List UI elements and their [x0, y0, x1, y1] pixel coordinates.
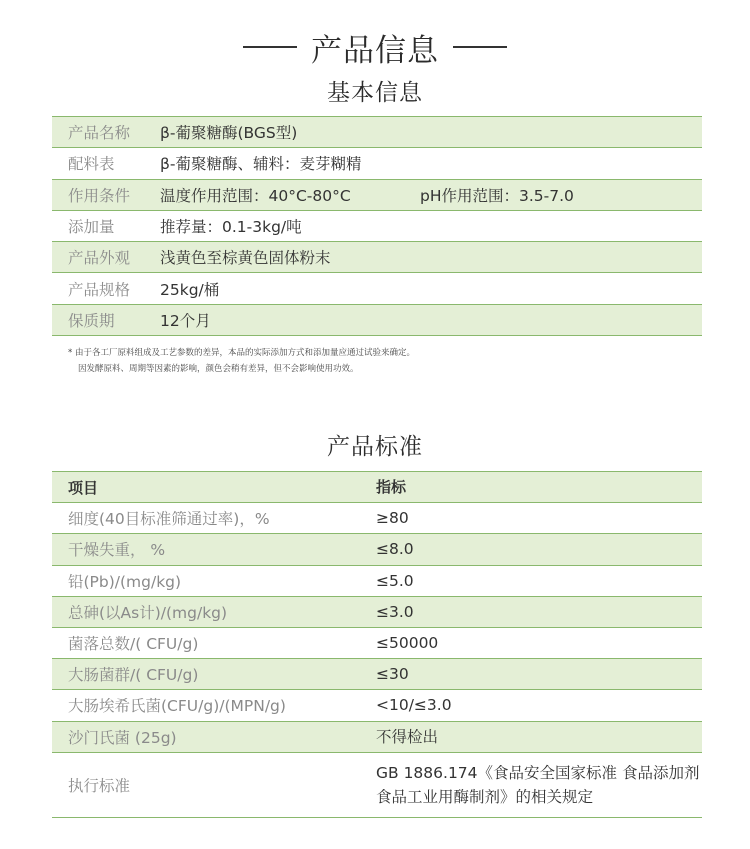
basic-value-ph: pH作用范围：3.5-7.0 — [420, 186, 574, 205]
standard-row — [52, 628, 702, 659]
basic-info-table — [52, 116, 702, 336]
standard-index: ≤8.0 — [376, 540, 414, 559]
standard-index: ≤50000 — [376, 634, 439, 653]
standard-item: 执行标准 — [68, 776, 131, 795]
standard-item: 大肠菌群/( CFU/g) — [68, 666, 199, 685]
standard-row — [52, 659, 702, 690]
basic-label: 产品规格 — [68, 280, 131, 299]
basic-row-dosage — [52, 211, 702, 242]
standard-row — [52, 534, 702, 565]
standard-item: 细度(40目标准筛通过率)，% — [68, 510, 270, 529]
basic-row-product-name — [52, 117, 702, 148]
basic-label: 产品外观 — [68, 249, 131, 268]
basic-value: 温度作用范围：40°C-80°C — [160, 186, 351, 205]
basic-label: 保质期 — [68, 311, 115, 330]
standard-title: 产品标准 — [327, 434, 423, 460]
standard-header-row — [52, 472, 702, 503]
header-item: 项目 — [68, 478, 99, 497]
standard-row — [52, 690, 702, 721]
standard-table — [52, 471, 702, 818]
basic-row-shelf-life — [52, 305, 702, 336]
basic-label: 产品名称 — [68, 124, 131, 143]
basic-row-spec — [52, 273, 702, 304]
footnote-1: * 由于各工厂原料组成及工艺参数的差异，本品的实际添加方式和添加量应通过试验来确定。 — [68, 348, 415, 358]
basic-value: β-葡聚糖酶(BGS型) — [160, 124, 298, 143]
title-left-line — [243, 46, 297, 48]
standard-index: 不得检出 — [376, 727, 439, 746]
main-title — [0, 22, 750, 72]
standard-item: 总砷(以As计)/(mg/kg) — [68, 603, 228, 622]
basic-value: 浅黄色至棕黄色固体粉末 — [160, 249, 331, 268]
standard-item: 铅(Pb)/(mg/kg) — [68, 572, 182, 591]
basic-row-conditions — [52, 180, 702, 211]
header-index: 指标 — [376, 478, 407, 497]
standard-row — [52, 566, 702, 597]
main-title-text: 产品信息 — [311, 32, 439, 69]
standard-index: ≤5.0 — [376, 571, 414, 590]
standard-index: ≤3.0 — [376, 602, 414, 621]
standard-index: ≤30 — [376, 665, 409, 684]
standard-index: <10/≤3.0 — [376, 696, 452, 715]
standard-row — [52, 722, 702, 753]
basic-row-appearance — [52, 242, 702, 273]
standard-item: 大肠埃希氏菌(CFU/g)/(MPN/g) — [68, 697, 286, 716]
footnote-2: 因发酵原料、周期等因素的影响，颜色会稍有差异，但不会影响使用功效。 — [78, 364, 359, 374]
standard-row — [52, 597, 702, 628]
title-right-line — [453, 46, 507, 48]
basic-value: 25kg/桶 — [160, 280, 220, 299]
footnotes — [68, 345, 415, 377]
standard-item: 干燥失重， % — [68, 541, 166, 560]
basic-label: 添加量 — [68, 218, 115, 237]
basic-label: 配料表 — [68, 155, 115, 174]
basic-row-ingredients — [52, 148, 702, 179]
basic-info-title: 基本信息 — [327, 80, 423, 106]
standard-item: 沙门氏菌 (25g) — [68, 728, 177, 747]
standard-item: 菌落总数/( CFU/g) — [68, 635, 199, 654]
basic-label: 作用条件 — [68, 186, 131, 205]
standard-index: ≥80 — [376, 509, 409, 528]
basic-value: 12个月 — [160, 311, 211, 330]
basic-value: 推荐量：0.1-3kg/吨 — [160, 218, 302, 237]
basic-value: β-葡聚糖酶、辅料：麦芽糊精 — [160, 155, 362, 174]
standard-row-executive-standard — [52, 753, 702, 818]
standard-row — [52, 503, 702, 534]
standard-index: GB 1886.174《食品安全国家标准 食品添加剂 食品工业用酶制剂》的相关规定 — [376, 763, 700, 806]
